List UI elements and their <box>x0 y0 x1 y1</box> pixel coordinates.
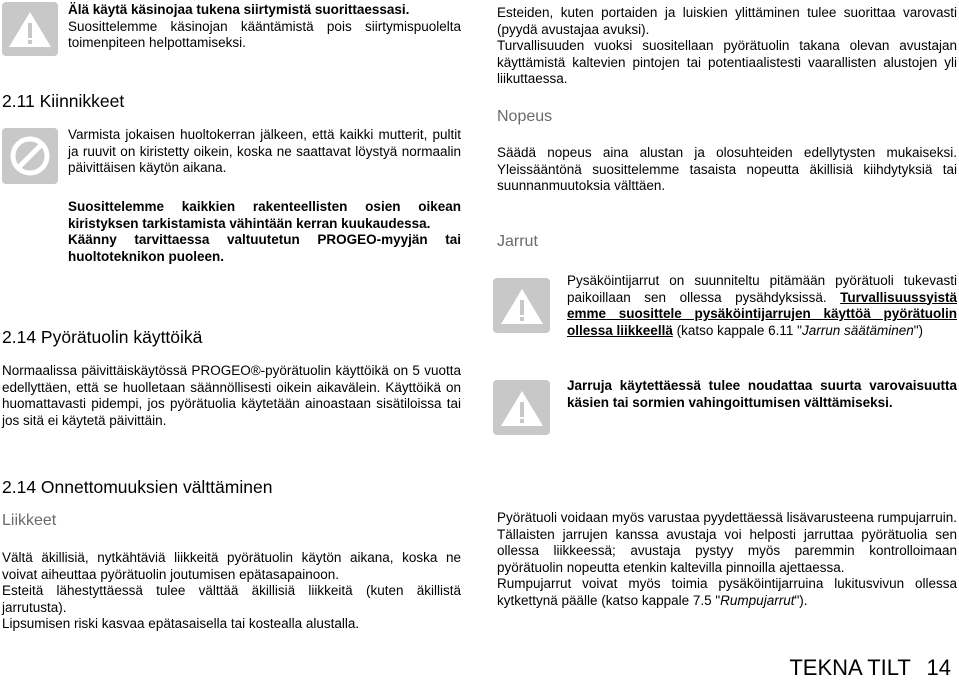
section-211-title: 2.11 Kiinnikkeet <box>2 91 125 111</box>
prohibition-icon <box>2 128 58 184</box>
nopeus-para: Säädä nopeus aina alustan ja olosuhteiden edellytysten mukaiseksi. Yleissääntönä suosittelemme tasaista nopeutta äkillisiä kiihdytyksiä tai suunnanmuutoksia välttäen. <box>497 145 957 193</box>
section-214-para: Normaalissa päivittäiskäytössä PROGEO®-pyörätuolin käyttöikä on 5 vuotta edellyttäen, että se huolletaan säännöllisesti oikein aikavälein. Käyttöikä on huomattavasti pidempi, jos pyörätuolia käytetään ainoastaan sisätiloissa tai jos sitä ei käytetä päivittäin. <box>2 363 461 428</box>
section-214b-title: 2.14 Onnettomuuksien välttäminen <box>2 477 273 497</box>
rumpujarrut-para2-post: "). <box>794 592 808 608</box>
section-211-bold2: Käänny tarvittaessa valtuutetun PROGEO-myyjän tai huoltoteknikon puoleen. <box>68 232 461 264</box>
jarrut-para2: Jarruja käytettäessä tulee noudattaa suurta varovaisuutta käsien tai sormien vahingoittumisen välttämiseksi. <box>567 378 957 410</box>
liikkeet-title: Liikkeet <box>2 512 57 529</box>
right-intro <box>497 5 957 88</box>
footer-brand: TEKNA TILT <box>789 655 911 680</box>
warning-icon <box>493 278 550 333</box>
warning-icon <box>493 380 550 435</box>
jarrut-para1-text: Pysäköintijarrut on suunniteltu pitämään pyörätuoli tukevasti paikoillaan sen ollessa pysähdyksissä. <box>567 273 957 305</box>
warning-top-text <box>68 2 461 52</box>
liikkeet-para3: Lipsumisen riski kasvaa epätasaisella tai kostealla alustalla. <box>2 616 360 631</box>
rumpujarrut-para2-text: Rumpujarrut voivat myös toimia pysäköintijarruina lukitusvivun ollessa kytkettynä päälle (katso kappale 7.5 " <box>497 576 957 608</box>
section-211-bold <box>68 199 461 265</box>
jarrut-para1 <box>567 273 957 339</box>
rumpujarrut-para1: Pyörätuoli voidaan myös varustaa pyydettäessä lisävarusteena rumpujarruin. Tällaisten jarrujen kanssa avustaja voi helposti jarruttaa pyörätuolia sen ollessa liikkeessä; avustaja pystyy myös paremmin kontrolloimaan pyörätuolin nopeutta etenkin kaltevilla pinnoilla ajettaessa. <box>497 510 957 575</box>
right-intro2: Turvallisuuden vuoksi suositellaan pyörätuolin takana olevan avustajan käyttämistä kaltevien pintojen tai potentiaalistesti vaarallisten alustojen yli liikuttaessa. <box>497 38 957 86</box>
section-211-para: Varmista jokaisen huoltokerran jälkeen, että kaikki mutterit, pultit ja ruuvit on kiristetty oikein, koska ne saattavat löystyä normaalin päivittäisen käytön aikana. <box>68 127 461 175</box>
warning-top-line2: Suosittelemme käsinojan kääntämistä pois siirtymispuolelta toimenpiteen helpottamiseksi. <box>68 18 461 50</box>
page-number: 14 <box>926 655 951 680</box>
footer <box>789 655 951 681</box>
liikkeet-para2: Esteitä lähestyttäessä tulee välttää äkillisiä liikkeitä (kuten äkillistä jarrutusta). <box>2 583 461 615</box>
jarrut-title: Jarrut <box>497 233 538 250</box>
liikkeet-text <box>2 550 461 633</box>
jarrut-para1-bold: Turvallisuussyistä emme suosittele pysäköintijarrujen käyttöä pyörätuolin ollessa liikkeellä <box>567 289 957 338</box>
rumpujarrut-para2 <box>497 576 957 609</box>
section-211-bold1: Suosittelemme kaikkien rakenteellisten osien oikean kiristyksen tarkistamista vähintään kerran kuukaudessa. <box>68 199 461 231</box>
rumpujarrut-para2-italic: Rumpujarrut <box>720 592 795 608</box>
nopeus-title: Nopeus <box>497 108 553 125</box>
right-intro1: Esteiden, kuten portaiden ja luiskien ylittäminen tulee suorittaa varovasti (pyydä avustajaa avuksi). <box>497 5 957 37</box>
jarrut-para1-ref-pre: (katso kappale 6.11 " <box>672 322 802 338</box>
warning-icon <box>2 2 58 56</box>
warning-top-line1: Älä käytä käsinojaa tukena siirtymistä suorittaessasi. <box>68 2 410 17</box>
jarrut-para1-ref-italic: Jarrun säätäminen <box>801 322 914 338</box>
liikkeet-para1: Vältä äkillisiä, nytkähtäviä liikkeitä pyörätuolin käytön aikana, koska ne voivat aiheuttaa pyörätuolin joutumisen epätasapainoon. <box>2 550 461 582</box>
section-214-title: 2.14 Pyörätuolin käyttöikä <box>2 327 203 347</box>
jarrut-para1-ref-post: ") <box>913 322 924 338</box>
rumpujarrut-text <box>497 510 957 609</box>
